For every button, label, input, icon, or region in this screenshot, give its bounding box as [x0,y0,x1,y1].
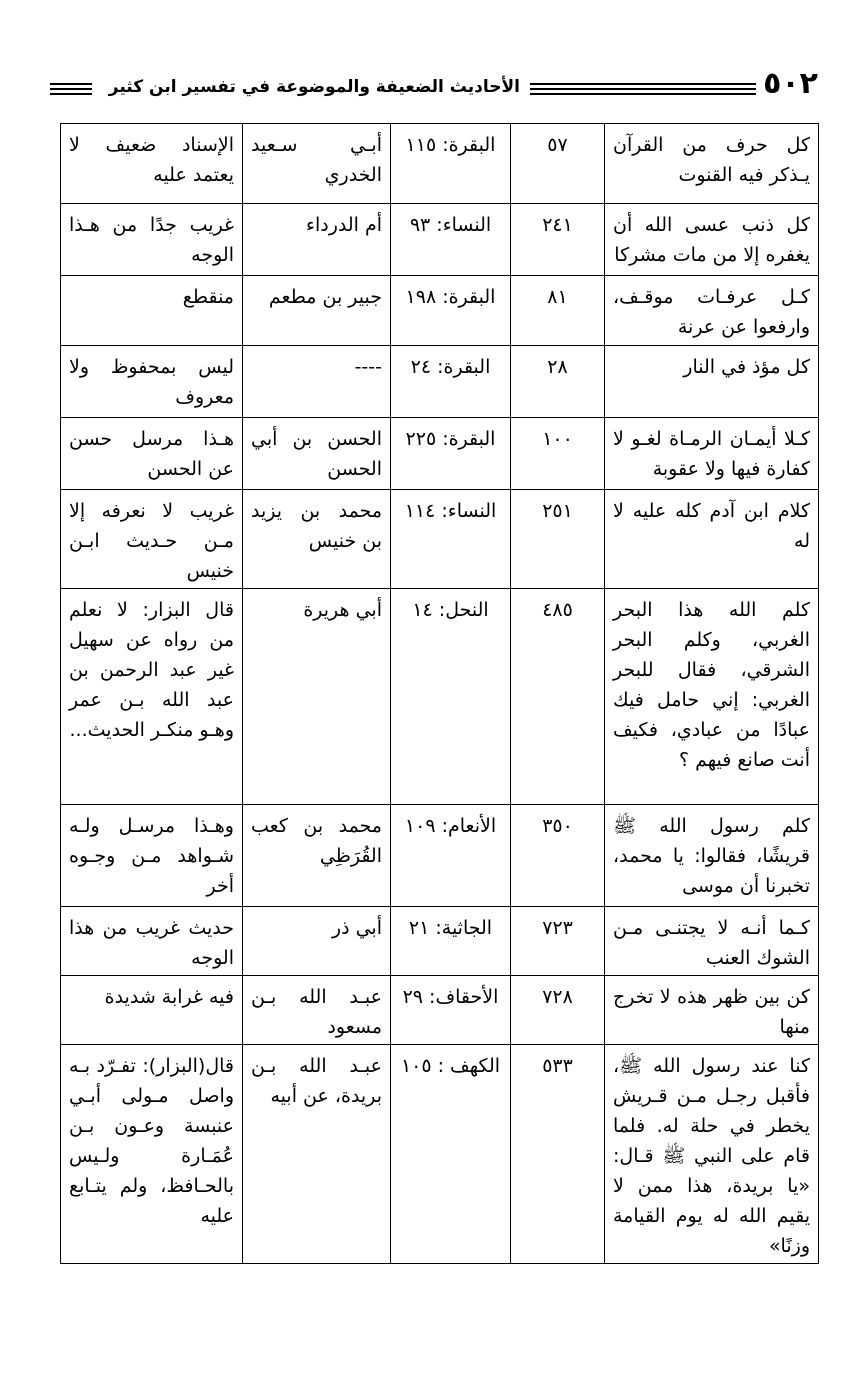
surah-ayah-cell: البقرة: ٢٤ [391,346,511,418]
hadith-text-cell: كـل عرفـات موقـف، وارفعوا عن عرنة [605,276,819,346]
table-row [61,1045,819,1264]
table-row [61,418,819,490]
grade-cell: هـذا مرسل حسن عن الحسن [61,418,243,490]
hadith-text-cell: كلم الله هذا البحر الغربي، وكلم البحر الشرقي، فقال للبحر الغربي: إني حامل فيك عبادًا من عبادي، فكيف أنت صانع فيهم ؟ [605,589,819,805]
hadith-number-cell: ٥٣٣ [511,1045,605,1264]
grade-cell: غريب جدًا من هـذا الوجه [61,204,243,276]
hadith-text-cell: كلم رسول الله ﷺ قريشًا، فقالوا: يا محمد، تخبرنا أن موسى [605,805,819,907]
hadith-number-cell: ٤٨٥ [511,589,605,805]
table-row [61,346,819,418]
hadith-text-cell: كـما أنـه لا يجتنـى مـن الشوك العنب [605,907,819,976]
table-row [61,805,819,907]
narrator-cell: عبـد الله بـن بريدة، عن أبيه [243,1045,391,1264]
narrator-cell: الحسن بن أبي الحسن [243,418,391,490]
grade-cell: الإسناد ضعيف لا يعتمد عليه [61,124,243,204]
grade-cell: ليس بمحفوظ ولا معروف [61,346,243,418]
table-row [61,907,819,976]
hadith-number-cell: ٨١ [511,276,605,346]
table-row [61,124,819,204]
table-row [61,490,819,589]
surah-ayah-cell: النساء: ١١٤ [391,490,511,589]
hadith-number-cell: ٣٥٠ [511,805,605,907]
grade-cell: حديث غريب من هذا الوجه [61,907,243,976]
page-header [50,66,820,104]
surah-ayah-cell: الأحقاف: ٢٩ [391,976,511,1045]
narrator-cell: أبـي سـعيد الخدري [243,124,391,204]
narrator-cell: جبير بن مطعم [243,276,391,346]
hadith-table-body [61,124,819,1264]
table-row [61,276,819,346]
grade-cell: قال(البزار): تفـرّد بـه واصل مـولى أبـي عنبسة وعـون بـن عُمَـارة ولـيس بالحـافظ، ولم يتـابع عليه [61,1045,243,1264]
hadith-number-cell: ٢٨ [511,346,605,418]
hadith-number-cell: ١٠٠ [511,418,605,490]
header-rule-right [530,83,756,95]
hadith-text-cell: كلام ابن آدم كله عليه لا له [605,490,819,589]
grade-cell: غريب لا نعرفه إلا مـن حـديث ابـن خنيس [61,490,243,589]
hadith-table [60,123,819,1264]
hadith-text-cell: كل مؤذ في النار [605,346,819,418]
hadith-number-cell: ٢٤١ [511,204,605,276]
surah-ayah-cell: الجاثية: ٢١ [391,907,511,976]
hadith-text-cell: كن بين ظهر هذه لا تخرج منها [605,976,819,1045]
narrator-cell: أبي ذر [243,907,391,976]
narrator-cell: ---- [243,346,391,418]
surah-ayah-cell: البقرة: ٢٢٥ [391,418,511,490]
grade-cell: منقطع [61,276,243,346]
narrator-cell: محمد بن كعب القُرَظِي [243,805,391,907]
surah-ayah-cell: الكهف : ١٠٥ [391,1045,511,1264]
running-title: الأحاديث الضعيفة والموضوعة في تفسير ابن كثير [108,77,520,97]
narrator-cell: أبي هريرة [243,589,391,805]
surah-ayah-cell: النساء: ٩٣ [391,204,511,276]
surah-ayah-cell: الأنعام: ١٠٩ [391,805,511,907]
hadith-text-cell: كنا عند رسول الله ﷺ، فأقبل رجـل مـن قـريش يخطر في حلة له. فلما قام على النبي ﷺ قـال: «يا بريدة، هذا ممن لا يقيم الله له يوم القيامة وزنًا» [605,1045,819,1264]
surah-ayah-cell: النحل: ١٤ [391,589,511,805]
hadith-text-cell: كل ذنب عسى الله أن يغفره إلا من مات مشركا [605,204,819,276]
narrator-cell: محمد بن يزيد بن خنيس [243,490,391,589]
narrator-cell: أم الدرداء [243,204,391,276]
grade-cell: قال البزار: لا نعلم من رواه عن سهيل غير عبد الرحمن بن عبد الله بـن عمر وهـو منكـر الحديث... [61,589,243,805]
narrator-cell: عبـد الله بـن مسعود [243,976,391,1045]
hadith-number-cell: ٥٧ [511,124,605,204]
grade-cell: فيه غرابة شديدة [61,976,243,1045]
table-row [61,589,819,805]
hadith-text-cell: كل حرف من القرآن يـذكر فيه القنوت [605,124,819,204]
hadith-number-cell: ٧٢٨ [511,976,605,1045]
hadith-number-cell: ٢٥١ [511,490,605,589]
hadith-number-cell: ٧٢٣ [511,907,605,976]
surah-ayah-cell: البقرة: ١١٥ [391,124,511,204]
surah-ayah-cell: البقرة: ١٩٨ [391,276,511,346]
page-number: ٥٠٢ [763,66,818,101]
table-row [61,976,819,1045]
header-rule-left [50,83,92,95]
hadith-text-cell: كـلا أيمـان الرمـاة لغـو لا كفارة فيها ولا عقوبة [605,418,819,490]
grade-cell: وهـذا مرسـل ولـه شـواهد مـن وجـوه أخر [61,805,243,907]
table-row [61,204,819,276]
